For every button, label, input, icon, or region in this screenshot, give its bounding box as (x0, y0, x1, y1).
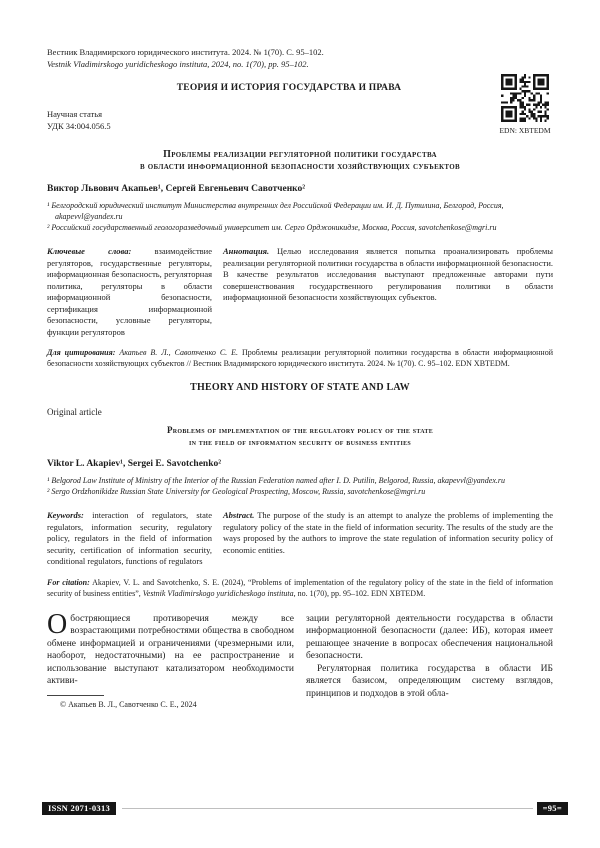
abstract-text-en: The purpose of the study is an attempt to analyze the problems of implementing the regulatory policy of the state in the field of information security. The results of the study are the ways proposed by the authors to improve the state regulation of information security policy of economic entities. (223, 510, 553, 555)
article-title-ru-line1: Проблемы реализации регуляторной политики государства (163, 149, 437, 160)
section-heading-ru: ТЕОРИЯ И ИСТОРИЯ ГОСУДАРСТВА И ПРАВА (176, 83, 402, 93)
edn-qr-block (492, 74, 558, 135)
affiliation-en-1: ¹ Belgorod Law Institute of Ministry of the Interior of the Russian Federation named after I. D. Putilin, Belgorod, Russia, akapevvl@yandex.ru (47, 476, 505, 485)
citation-en (47, 577, 553, 599)
keywords-abstract-en (47, 510, 553, 568)
journal-reference-ru: Вестник Владимирского юридического института. 2024. № 1(70). С. 95–102. (47, 47, 324, 57)
udk-code: УДК 34:004.056.5 (47, 121, 111, 131)
keywords-en (47, 510, 212, 568)
article-type-ru: Научная статья (47, 109, 103, 119)
citation-text-en: Akapiev, V. L. and Savotchenko, S. E. (2024), “Problems of implementation of the regulatory policy of the state in the field of information security of business entities”, (47, 577, 554, 598)
abstract-ru (223, 246, 553, 338)
footer-divider-line (122, 808, 533, 809)
body-column-left (47, 608, 294, 712)
affiliations-ru (47, 200, 553, 233)
edn-label: EDN: XBTEDM (499, 126, 551, 135)
keywords-abstract-ru (47, 246, 553, 338)
footnote-rule (47, 695, 104, 696)
body-text (47, 608, 553, 712)
citation-ru (47, 347, 553, 369)
citation-authors-ru: Акапьев В. Л., Савотченко С. Е. (115, 348, 238, 357)
body-paragraph-1-text: бостряющиеся противоречия между все возрастающими потребностями общества в свободном обмене информацией и ограничениями (чрезмерными или, наоборот, недостаточными) на ее распространение и использование выступают катализатором необходимости активи- (47, 613, 294, 686)
dropcap: О (47, 608, 68, 640)
keywords-ru (47, 246, 212, 338)
page-footer (42, 802, 568, 815)
section-heading-en: THEORY AND HISTORY OF STATE AND LAW (190, 382, 410, 393)
issn-badge: ISSN 2071-0313 (42, 802, 116, 815)
article-title-en (47, 425, 553, 448)
body-paragraph-2: зации регуляторной деятельности государства в области информационной безопасности (далее: ИБ), которая имеет решающее значение в вопросах обеспечения национальной безопасности. (306, 613, 553, 661)
citation-journal-en: Vestnik Vladimirskogo yuridicheskogo instituta (142, 588, 294, 598)
abstract-label-en: Abstract. (223, 510, 255, 520)
citation-label-ru: Для цитирования: (47, 348, 116, 357)
authors-en: Viktor L. Akapiev¹, Sergei E. Savotchenko² (47, 459, 222, 469)
abstract-label-ru: Аннотация. (223, 246, 270, 256)
article-title-en-line1: Problems of implementation of the regulatory policy of the state (166, 425, 434, 435)
affiliation-ru-1: ¹ Белгородский юридический институт Министерства внутренних дел Российской Федерации им. И. Д. Путилина, Белгород, Россия, akapevvl@yandex.ru (47, 201, 504, 221)
affiliation-en-2: ² Sergo Ordzhonikidze Russian State University for Geological Prospecting, Moscow, Russia, savotchenkose@mgri.ru (47, 487, 426, 496)
citation-text-ru: Проблемы реализации регуляторной политики государства в области информационной безопасности хозяйствующих субъектов // Вестник Владимирского юридического института. 2024. № 1(70). С. 95–102. EDN XBTEDM. (47, 348, 553, 368)
abstract-text-ru: Целью исследования является попытка проанализировать проблемы реализации регуляторной политики государства в области информационной безопасности. В качестве результатов исследования выступают предложенные авторами пути совершенствования государственного регулирования политики в области информационной безопасности хозяйствующих субъектов. (223, 246, 553, 302)
article-title-ru (47, 149, 553, 173)
article-title-en-line2: in the field of information security of business entities (188, 436, 412, 447)
keywords-label-en: Keywords: (47, 510, 84, 520)
article-type-en: Original article (47, 407, 102, 417)
keywords-text-ru: взаимодействие регуляторов, государственные регуляторы, информационная безопасность, регуляторная политика, регуляторы в области информационной безопасности, сертификация информационной безопасности, условные регуляторы, функции регуляторов (47, 246, 212, 337)
copyright-line: © Акапьев В. Л., Савотченко С. Е., 2024 (60, 699, 197, 709)
keywords-label-ru: Ключевые слова: (47, 246, 132, 256)
body-paragraph-3: Регуляторная политика государства в области ИБ является базисом, определяющим систему взглядов, принципов и подходов в этой обла- (306, 663, 553, 699)
qr-code-icon (501, 74, 549, 122)
citation-label-en: For citation: (47, 577, 90, 587)
journal-reference-en: Vestnik Vladimirskogo yuridicheskogo instituta, 2024, no. 1(70), pp. 95–102. (47, 59, 309, 69)
affiliation-ru-2: ² Российский государственный геологоразведочный университет им. Серго Орджоникидзе, Москва, Россия, savotchenkose@mgri.ru (47, 223, 497, 232)
citation-tail-en: , no. 1(70), pp. 95–102. EDN XBTEDM. (293, 588, 426, 598)
page-number-badge: =95= (537, 802, 568, 815)
body-column-right (306, 613, 553, 712)
keywords-text-en: interaction of regulators, state regulators, information security, regulatory policy, regulators in the field of information security, certification of information security, conditional regulators, functions of regulators (47, 510, 212, 566)
abstract-en (223, 510, 553, 568)
affiliations-en (47, 475, 553, 497)
article-title-ru-line2: в области информационной безопасности хозяйствующих субъектов (139, 161, 461, 172)
body-paragraph-1 (47, 608, 294, 688)
authors-ru: Виктор Львович Акапьев¹, Сергей Евгеньевич Савотченко² (47, 184, 306, 194)
